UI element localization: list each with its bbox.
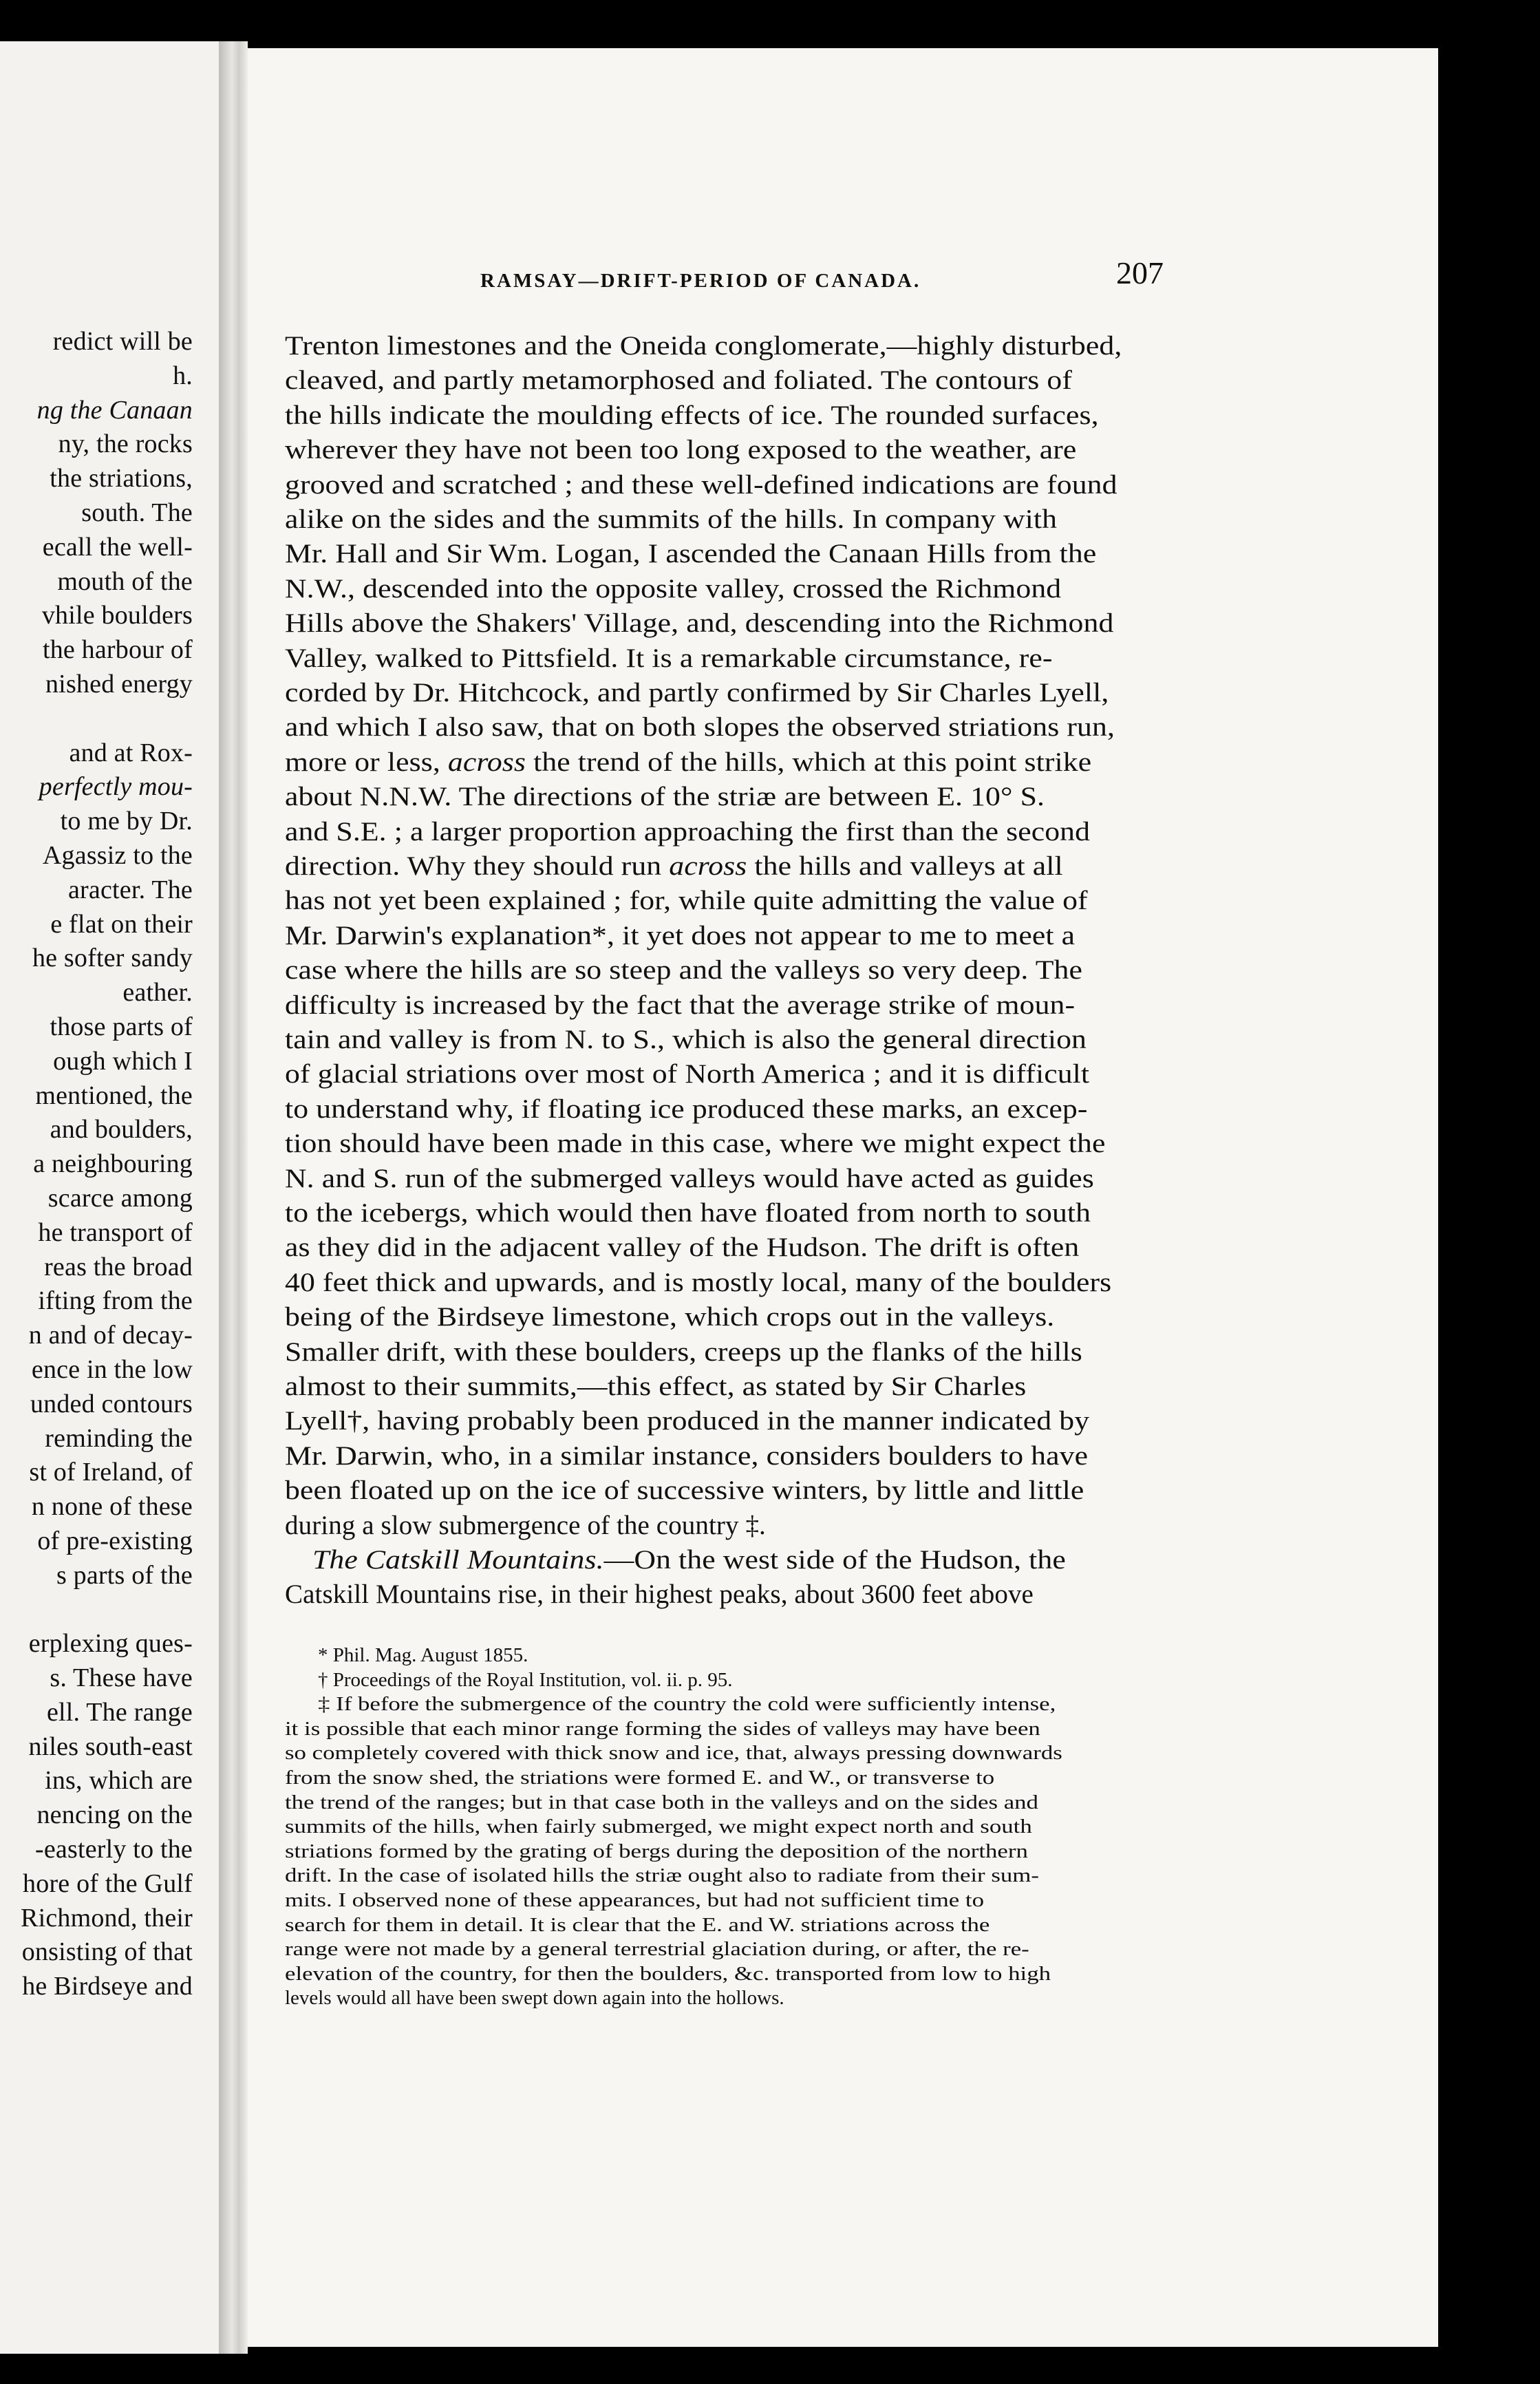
left-page-line: reminding the [45, 1423, 193, 1453]
left-page-line: Richmond, their [21, 1903, 193, 1933]
body-line: alike on the sides and the summits of the hills. In company with [285, 504, 1058, 534]
left-page-line: ins, which are [45, 1766, 193, 1796]
body-line: grooved and scratched ; and these well-defined indications are found [285, 469, 1117, 500]
left-page-line [0, 1593, 219, 1627]
footnote-line: striations formed by the grating of bergs during the deposition of the northern [285, 1840, 1028, 1862]
body-line: 40 feet thick and upwards, and is mostly local, many of the boulders [285, 1267, 1112, 1297]
body-line: corded by Dr. Hitchcock, and partly confirmed by Sir Charles Lyell, [285, 678, 1109, 707]
footnote-line: levels would all have been swept down again into the hollows. [285, 1987, 784, 2010]
left-page-line: -easterly to the [35, 1835, 193, 1864]
footnote-line: range were not made by a general terrestrial glaciation during, or after, the re- [285, 1938, 1029, 1961]
footnote-line: * Phil. Mag. August 1855. [318, 1644, 528, 1666]
left-page-line: unded contours [30, 1389, 193, 1418]
left-page-line: mentioned, the [35, 1081, 193, 1110]
left-page-line: ecall the well- [42, 532, 193, 562]
body-line: cleaved, and partly metamorphosed and foliated. The contours of [285, 365, 1072, 396]
body-line: N.W., descended into the opposite valley, crossed the Richmond [285, 573, 1062, 604]
body-line: of glacial striations over most of North America ; and it is difficult [285, 1059, 1090, 1089]
body-line: has not yet been explained ; for, while quite admitting the value of [285, 886, 1088, 916]
left-page-line: n none of these [31, 1492, 193, 1522]
left-page-line: mouth of the [57, 566, 193, 596]
footnote-line: summits of the hills, when fairly submerged, we might expect north and south [285, 1816, 1032, 1838]
body-line: about N.N.W. The directions of the striæ are between E. 10° S. [285, 782, 1045, 812]
body-line: The Catskill Mountains.—On the west side of the Hudson, the [312, 1545, 1066, 1575]
left-page-line: the striations, [50, 464, 193, 493]
left-page-line: erplexing ques- [28, 1629, 193, 1659]
body-line: wherever they have not been too long exposed to the weather, are [285, 435, 1077, 465]
left-page-line: and at Rox- [69, 738, 193, 767]
left-page-line: reas the broad [44, 1252, 193, 1281]
left-page-line: and boulders, [50, 1115, 193, 1145]
footnote-line: drift. In the case of isolated hills the striæ ought also to radiate from their sum- [285, 1864, 1039, 1887]
body-line: tion should have been made in this case, where we might expect the [285, 1129, 1106, 1159]
left-page-line: he Birdseye and [22, 1972, 193, 2001]
left-page-line: scarce among [47, 1183, 193, 1213]
left-page [0, 41, 219, 2354]
left-page-line: Agassiz to the [42, 840, 193, 870]
body-line: Mr. Darwin's explanation*, it yet does not appear to me to meet a [285, 920, 1076, 950]
body-line: Mr. Darwin, who, in a similar instance, considers boulders to have [285, 1440, 1089, 1471]
body-line: been floated up on the ice of successive winters, by little and little [285, 1476, 1084, 1506]
body-line: tain and valley is from N. to S., which is also the general direction [285, 1025, 1087, 1054]
left-page-line: niles south-east [28, 1732, 193, 1761]
body-line: and S.E. ; a larger proportion approaching the first than the second [285, 816, 1091, 847]
right-page [248, 48, 1438, 2347]
body-line: Catskill Mountains rise, in their highest peaks, about 3600 feet above [285, 1579, 1034, 1610]
body-line: Trenton limestones and the Oneida conglomerate,—highly disturbed, [285, 331, 1122, 361]
body-line: and which I also saw, that on both slopes the observed striations run, [285, 712, 1115, 743]
page-number: 207 [1116, 255, 1164, 290]
left-page-line: eather. [122, 978, 193, 1008]
body-line: difficulty is increased by the fact that the average strike of moun- [285, 990, 1076, 1020]
running-head: RAMSAY—DRIFT-PERIOD OF CANADA. [480, 270, 921, 292]
book-gutter [219, 41, 248, 2354]
body-line: more or less, across the trend of the hills, which at this point strike [285, 747, 1092, 777]
left-page-line: to me by Dr. [60, 807, 193, 836]
left-page-line [0, 702, 219, 736]
left-page-line: s parts of the [56, 1560, 193, 1590]
left-page-line: aracter. The [67, 875, 193, 904]
left-page-text [0, 325, 219, 2004]
left-page-line: redict will be [52, 327, 193, 356]
body-line: during a slow submergence of the country ‡. [285, 1510, 766, 1540]
left-page-line: n and of decay- [28, 1321, 193, 1350]
left-page-line: ng the Canaan [36, 395, 193, 425]
left-page-line: nished energy [45, 669, 193, 699]
left-page-line: onsisting of that [21, 1937, 193, 1967]
body-line: as they did in the adjacent valley of the Hudson. The drift is often [285, 1233, 1080, 1263]
left-page-line: h. [173, 361, 193, 390]
footnote-line: so completely covered with thick snow and ice, that, always pressing downwards [285, 1742, 1062, 1765]
left-page-line: he transport of [38, 1217, 193, 1247]
left-page-line: ny, the rocks [58, 429, 193, 459]
left-page-line: e flat on their [50, 909, 193, 939]
left-page-line: st of Ireland, of [29, 1458, 193, 1487]
footnote-line: it is possible that each minor range forming the sides of valleys may have been [285, 1717, 1040, 1740]
body-line: direction. Why they should run across the hills and valleys at all [285, 851, 1063, 881]
footnote-line: the trend of the ranges; but in that case both in the valleys and on the sides and [285, 1791, 1038, 1813]
footnote-line: search for them in detail. It is clear that the E. and W. striations across the [285, 1913, 990, 1936]
body-line: to the icebergs, which would then have floated from north to south [285, 1198, 1091, 1228]
left-page-line: ell. The range [46, 1697, 193, 1727]
body-line: Mr. Hall and Sir Wm. Logan, I ascended the Canaan Hills from the [285, 539, 1097, 569]
body-line: Hills above the Shakers' Village, and, descending into the Richmond [285, 608, 1114, 639]
left-page-line: hore of the Gulf [23, 1869, 193, 1898]
body-line: Smaller drift, with these boulders, creeps up the flanks of the hills [285, 1337, 1082, 1367]
left-page-line: ifting from the [38, 1286, 193, 1316]
left-page-line: ough which I [53, 1046, 193, 1076]
body-line: the hills indicate the moulding effects of ice. The rounded surfaces, [285, 400, 1099, 430]
footnote-line: from the snow shed, the striations were formed E. and W., or transverse to [285, 1767, 995, 1789]
footnote-line: mits. I observed none of these appearances, but had not sufficient time to [285, 1889, 985, 1911]
left-page-line: perfectly mou- [39, 772, 193, 802]
body-line: almost to their summits,—this effect, as stated by Sir Charles [285, 1372, 1027, 1401]
footnote-line: ‡ If before the submergence of the country the cold were sufficiently intense, [318, 1693, 1056, 1716]
left-page-line: south. The [81, 498, 193, 527]
body-line: to understand why, if floating ice produced these marks, an excep- [285, 1094, 1088, 1124]
body-line: Lyell†, having probably been produced in the manner indicated by [285, 1406, 1090, 1436]
left-page-line: nencing on the [36, 1800, 193, 1830]
left-page-line: ence in the low [31, 1354, 193, 1384]
left-page-line: the harbour of [42, 635, 193, 665]
footnote-line: † Proceedings of the Royal Institution, vol. ii. p. 95. [318, 1668, 733, 1691]
body-line: being of the Birdseye limestone, which crops out in the valleys. [285, 1302, 1055, 1332]
left-page-line: of pre-existing [37, 1526, 193, 1555]
left-page-line: a neighbouring [33, 1149, 193, 1179]
body-line: N. and S. run of the submerged valleys would have acted as guides [285, 1163, 1094, 1193]
body-line: Valley, walked to Pittsfield. It is a remarkable circumstance, re- [285, 643, 1053, 673]
left-page-line: s. These have [50, 1663, 193, 1693]
left-page-line: he softer sandy [32, 944, 193, 973]
left-page-line: those parts of [50, 1012, 193, 1041]
left-page-line: vhile boulders [41, 601, 193, 630]
footnote-line: elevation of the country, for then the boulders, &c. transported from low to high [285, 1962, 1051, 1985]
body-line: case where the hills are so steep and the valleys so very deep. The [285, 955, 1082, 986]
